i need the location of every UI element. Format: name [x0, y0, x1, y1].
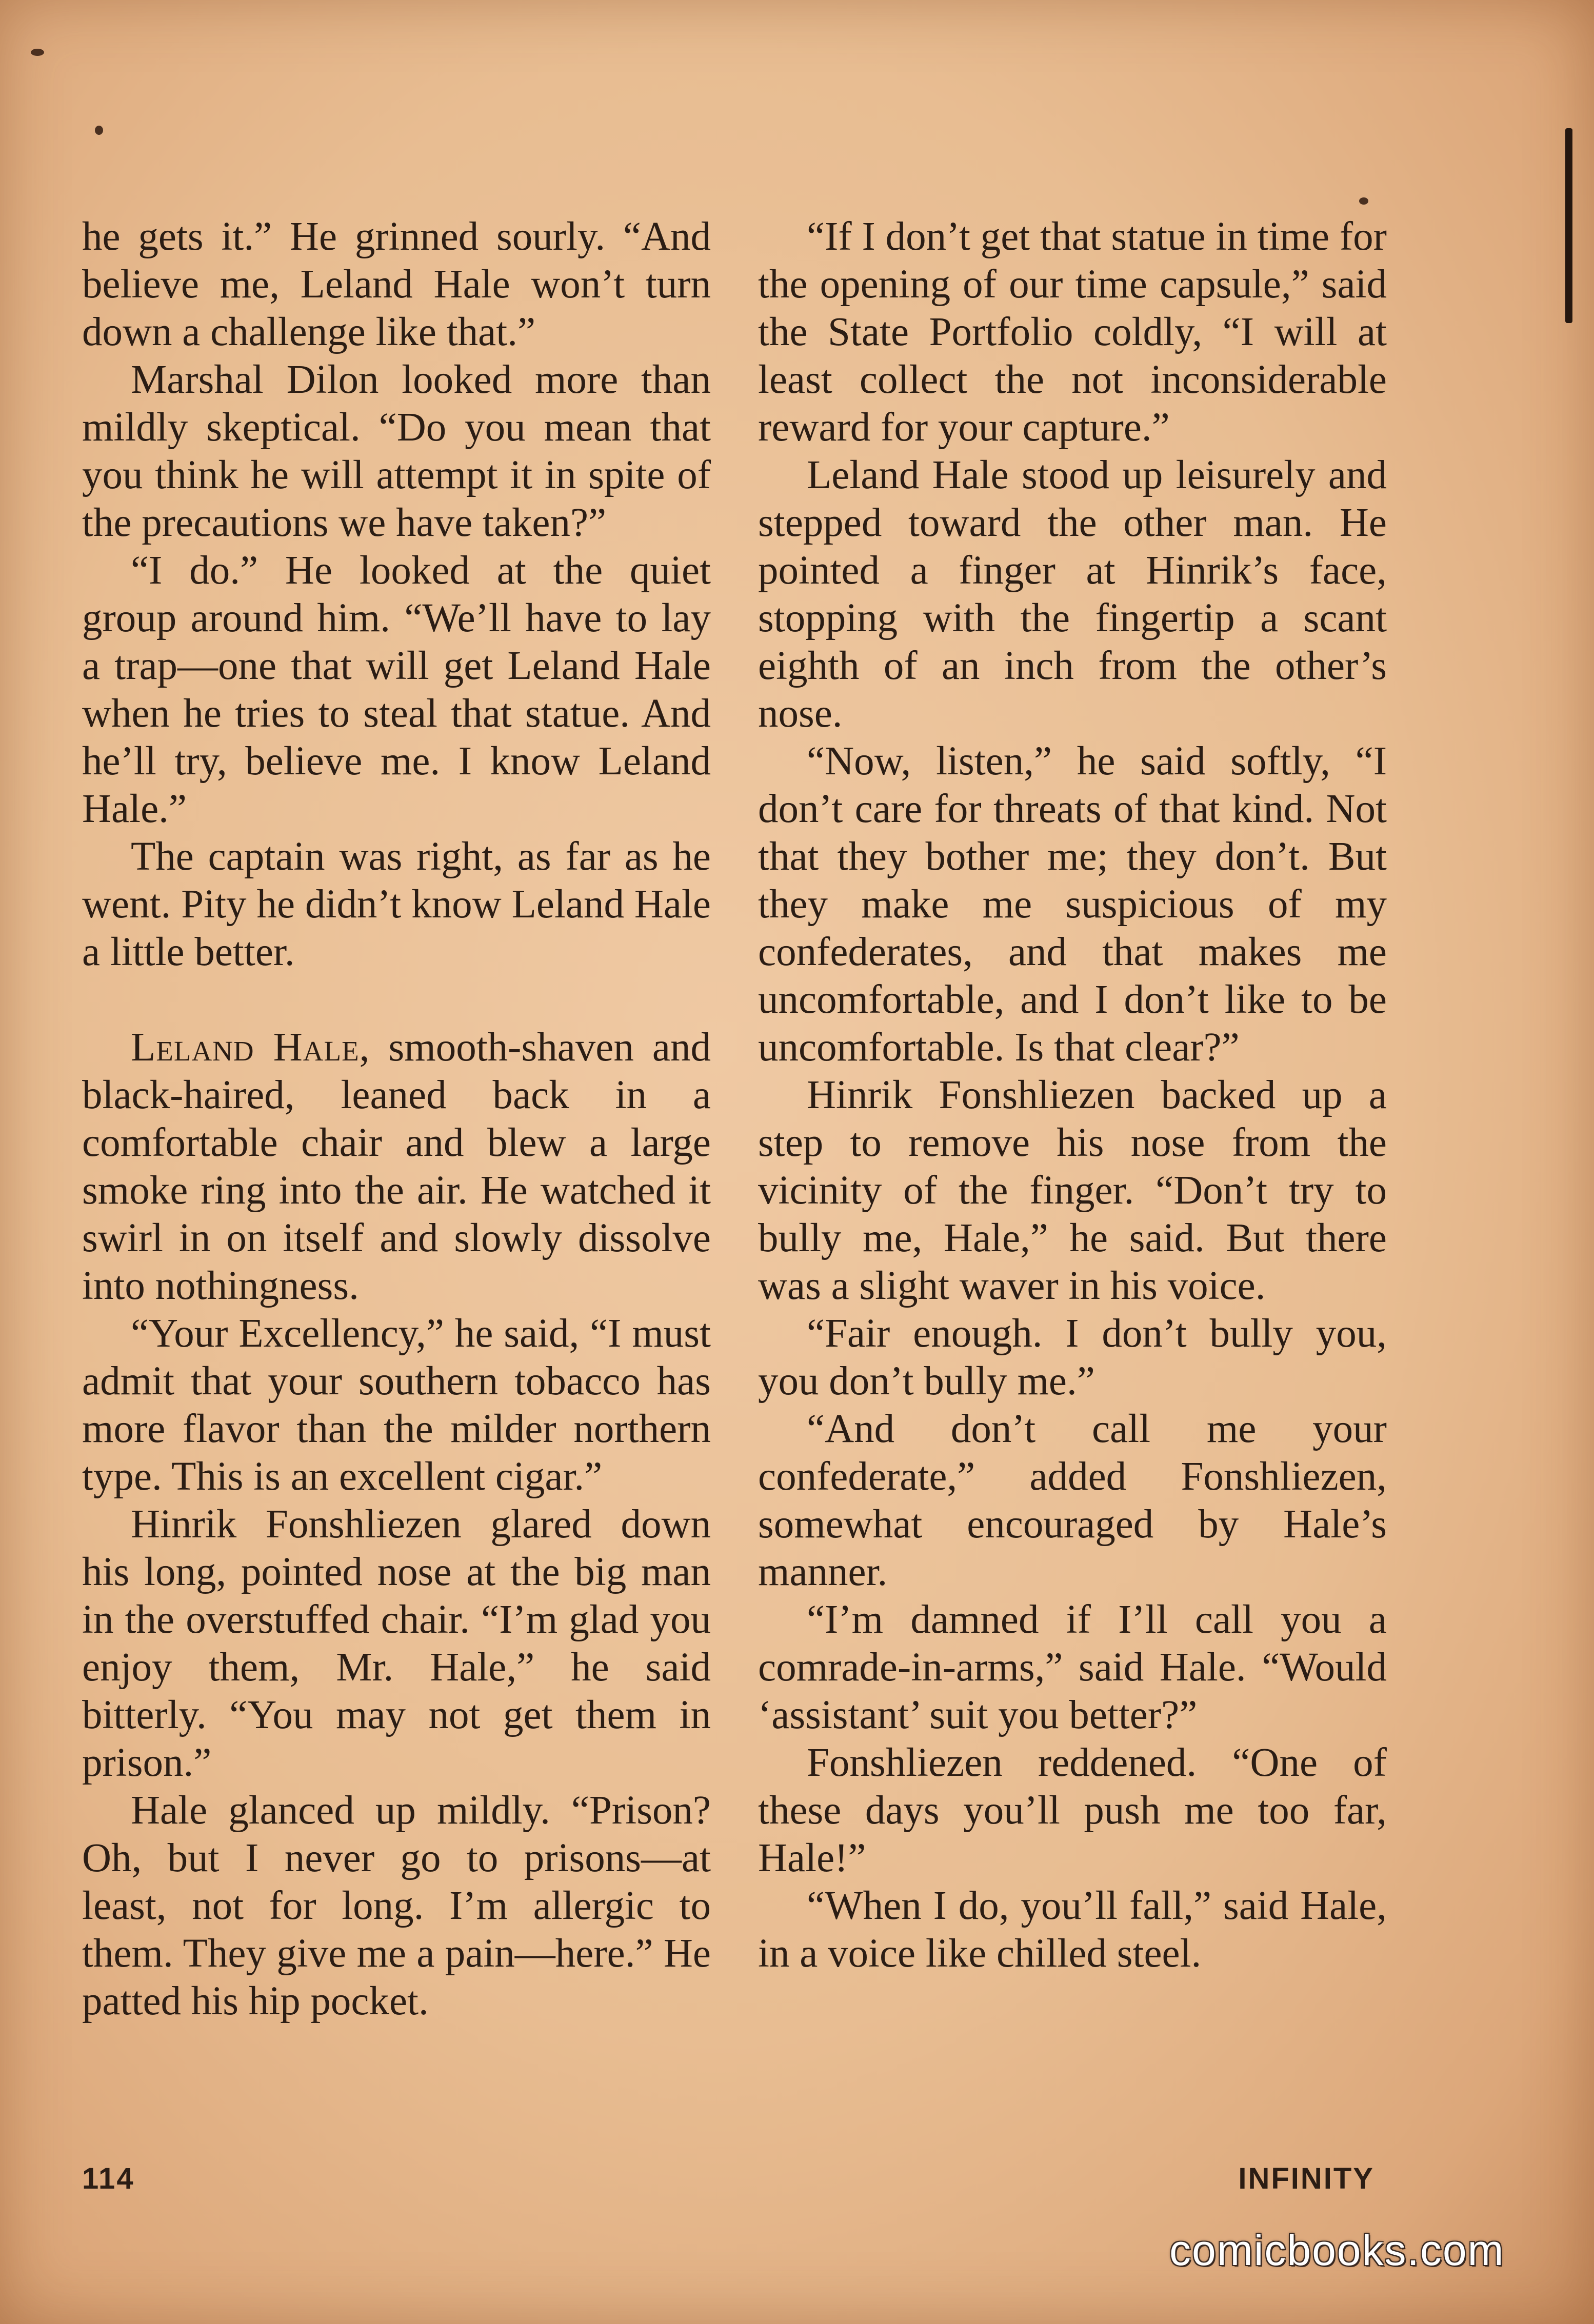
- watermark: comicbooks.com: [1169, 2226, 1505, 2274]
- section-lead: Leland Hale,: [131, 1025, 370, 1070]
- right-column: [758, 213, 1387, 1977]
- paragraph: Hinrik Fonshliezen backed up a step to remove his nose from the vicinity of the finger. “Don’t try to bully me, Hale,” he said. But there was a slight waver in his voice.: [758, 1073, 1387, 1308]
- paragraph: “If I don’t get that statue in time for the opening of our time capsule,” said the State Portfolio coldly, “I will at least collect the not inconsiderable reward for your capture.”: [758, 214, 1387, 450]
- paragraph: “Now, listen,” he said softly, “I don’t care for threats of that kind. Not that they bother me; they don’t. But they make me suspicious of my confederates, and that makes me uncomfortable, and I don’t like to be uncomfortable. Is that clear?”: [758, 739, 1387, 1070]
- paragraph: Hinrik Fonshliezen glared down his long, pointed nose at the big man in the overstuffed chair. “I’m glad you enjoy them, Mr. Hale,” he said bitterly. “You may not get them in prison.”: [82, 1502, 711, 1785]
- paragraph: Hale glanced up mildly. “Prison? Oh, but I never go to prisons—at least, not for long. I’m allergic to them. They give me a pain—here.” He patted his hip pocket.: [82, 1788, 711, 2024]
- left-column: [82, 213, 711, 2025]
- paragraph: “Fair enough. I don’t bully you, you don’t bully me.”: [758, 1311, 1387, 1404]
- page-footer: [82, 2161, 1374, 2196]
- paper-speck: [1359, 197, 1368, 205]
- paragraph: “And don’t call me your confederate,” added Fonshliezen, somewhat encouraged by Hale’s manner.: [758, 1407, 1387, 1594]
- paragraph: he gets it.” He grinned sourly. “And believe me, Leland Hale won’t turn down a challenge like that.”: [82, 214, 711, 354]
- paragraph: “When I do, you’ll fall,” said Hale, in a voice like chilled steel.: [758, 1884, 1387, 1976]
- paragraph: “Your Excellency,” he said, “I must admit that your southern tobacco has more flavor than the milder northern type. This is an excellent cigar.”: [82, 1311, 711, 1499]
- magazine-title: INFINITY: [1238, 2162, 1374, 2195]
- page-number: 114: [82, 2162, 135, 2195]
- paragraph: Marshal Dilon looked more than mildly skeptical. “Do you mean that you think he will attempt it in spite of the precautions we have taken?”: [82, 357, 711, 545]
- paragraph: The captain was right, as far as he went. Pity he didn’t know Leland Hale a little better.: [82, 834, 711, 974]
- margin-bar-mark: [1565, 128, 1572, 323]
- paragraph: “I do.” He looked at the quiet group around him. “We’ll have to lay a trap—one that will get Leland Hale when he tries to steal that statue. And he’ll try, believe me. I know Leland Hale.”: [82, 548, 711, 831]
- paragraph-text: smooth-shaven and black-haired, leaned back in a comfortable chair and blew a large smoke ring into the air. He watched it swirl in on itself and slowly dissolve into nothingness.: [82, 1025, 711, 1308]
- paragraph: Fonshliezen reddened. “One of these days you’ll push me too far, Hale!”: [758, 1740, 1387, 1880]
- paragraph: Leland Hale stood up leisurely and stepped toward the other man. He pointed a finger at Hinrik’s face, stopping with the fingertip a scant eighth of an inch from the other’s nose.: [758, 453, 1387, 736]
- paper-speck: [95, 126, 103, 135]
- paragraph: “I’m damned if I’ll call you a comrade-in-arms,” said Hale. “Would ‘assistant’ suit you better?”: [758, 1597, 1387, 1737]
- section-paragraph: [82, 1024, 711, 1310]
- paper-speck: [31, 49, 44, 56]
